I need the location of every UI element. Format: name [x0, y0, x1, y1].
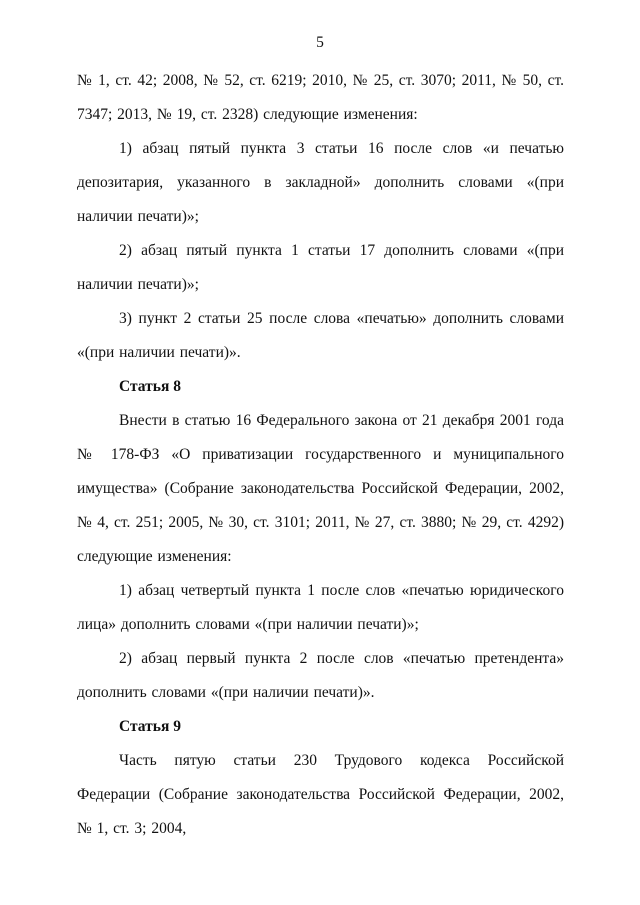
paragraph-item-3: 3) пункт 2 статьи 25 после слова «печатью» дополнить словами «(при наличии печати)». [77, 310, 564, 361]
paragraph-item-1: 1) абзац пятый пункта 3 статьи 16 после слов «и печатью депозитария, указанного в закладной» дополнить словами «(при наличии печати)»; [77, 140, 564, 225]
paragraph-citation-continuation: № 1, ст. 42; 2008, № 52, ст. 6219; 2010, № 25, ст. 3070; 2011, № 50, ст. 7347; 2013, № 19, ст. 2328) следующие изменения: [77, 72, 564, 123]
paragraph-article-8-intro: Внести в статью 16 Федерального закона от 21 декабря 2001 года № 178-ФЗ «О приватизации государственного и муниципального имущества» (Собрание законодательства Российской Федерации, 2002, № 4, ст. 251; 2005, № 30, ст. 3101; 2011, № 27, ст. 3880; № 29, ст. 4292) следующие изменения: [77, 412, 564, 565]
paragraph-article-8-item-1: 1) абзац четвертый пункта 1 после слов «печатью юридического лица» дополнить словами «(при наличии печати)»; [77, 582, 564, 633]
article-9-heading: Статья 9 [119, 718, 181, 735]
paragraph-article-8-item-2: 2) абзац первый пункта 2 после слов «печатью претендента» дополнить словами «(при наличии печати)». [77, 650, 564, 701]
page-number: 5 [316, 34, 324, 51]
paragraph-item-2: 2) абзац пятый пункта 1 статьи 17 дополнить словами «(при наличии печати)»; [77, 242, 564, 293]
article-8-heading: Статья 8 [119, 378, 181, 395]
document-body [77, 64, 564, 846]
paragraph-article-9-intro: Часть пятую статьи 230 Трудового кодекса Российской Федерации (Собрание законодательства Российской Федерации, 2002, № 1, ст. 3; 2004, [77, 752, 564, 837]
